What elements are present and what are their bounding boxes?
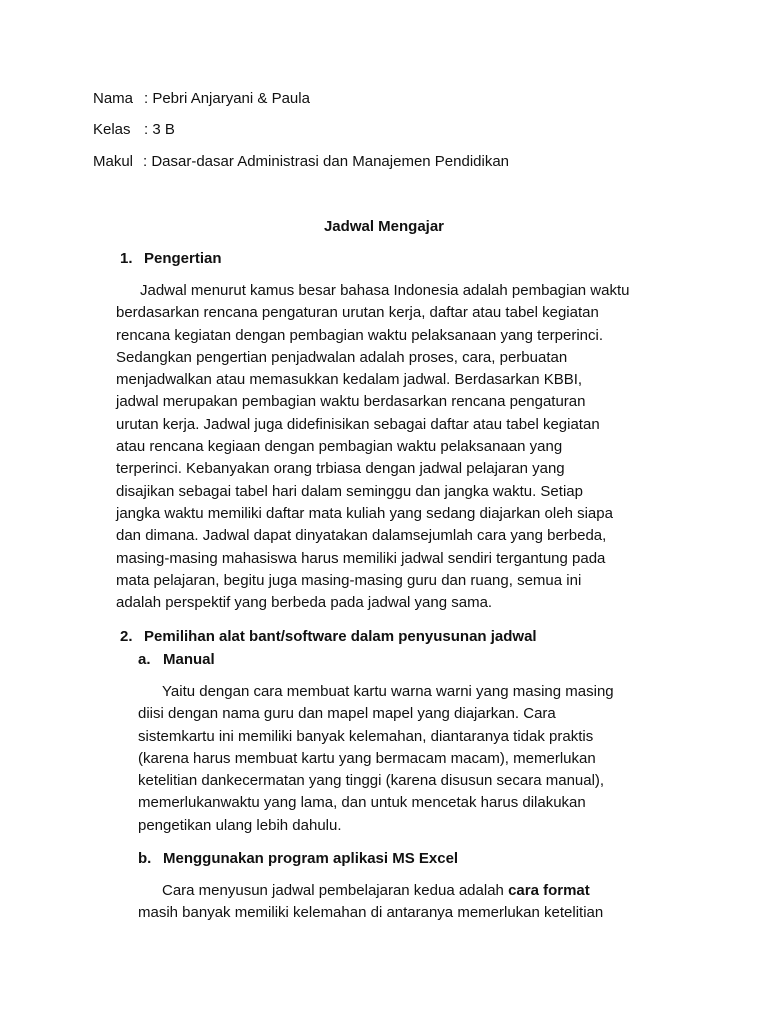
name-value: : Pebri Anjaryani & Paula: [144, 90, 310, 107]
sub-b-paragraph: [138, 880, 603, 925]
sub-b-line1-text: Cara menyusun jadwal pembelajaran kedua adalah: [162, 882, 509, 899]
paragraph-line: mata pelajaran, begitu juga masing-masing guru dan ruang, semua ini: [116, 571, 582, 589]
paragraph-line: ketelitian dankecermatan yang tinggi (karena disusun secara manual),: [138, 772, 605, 790]
paragraph-line: berdasarkan rencana pengaturan urutan kerja, daftar atau tabel kegiatan: [116, 304, 599, 322]
paragraph-line: adalah perspektif yang berbeda pada jadwal yang sama.: [116, 594, 493, 612]
paragraph-line: sistemkartu ini memiliki banyak kelemahan, diantaranya tidak praktis: [138, 727, 594, 745]
section1-heading: [120, 248, 222, 270]
paragraph-line: Jadwal menurut kamus besar bahasa Indonesia adalah pembagian waktu: [140, 282, 630, 299]
paragraph-line: memerlukanwaktu yang lama, dan untuk mencetak harus dilakukan: [138, 794, 586, 812]
paragraph-line: masih banyak memiliki kelemahan di antaranya memerlukan ketelitian: [138, 904, 604, 922]
paragraph-line: menjadwalkan atau memasukkan kedalam jadwal. Berdasarkan KBBI,: [116, 371, 583, 389]
course-value: : Dasar-dasar Administrasi dan Manajemen Pendidikan: [143, 153, 510, 170]
paragraph-line: Yaitu dengan cara membuat kartu warna warni yang masing masing: [162, 683, 614, 700]
paragraph-line: (karena harus membuat kartu yang bermacam macam), memerlukan: [138, 749, 596, 767]
section2-title: Pemilihan alat bant/software dalam penyusunan jadwal: [144, 628, 537, 645]
name-line: [93, 88, 310, 110]
sub-a-paragraph: [138, 681, 614, 837]
class-label: Kelas: [93, 121, 131, 138]
paragraph-line: rencana kegiatan dengan pembagian waktu pelaksanaan yang terperinci.: [116, 326, 604, 344]
sub-b-letter: b.: [138, 850, 152, 867]
section2-number: 2.: [120, 628, 133, 645]
sub-a-heading: [138, 649, 215, 671]
section2-heading: [120, 626, 537, 648]
paragraph-line: Sedangkan pengertian penjadwalan adalah proses, cara, perbuatan: [116, 348, 568, 366]
paragraph-line: dan dimana. Jadwal dapat dinyatakan dalamsejumlah cara yang berbeda,: [116, 527, 607, 545]
paragraph-line: terperinci. Kebanyakan orang trbiasa dengan jadwal pelajaran yang: [116, 460, 565, 478]
paragraph-line: jadwal merupakan pembagian waktu berdasarkan rencana pengaturan: [116, 393, 586, 411]
paragraph-line: [138, 880, 603, 902]
sub-b-title: Menggunakan program aplikasi MS Excel: [163, 850, 459, 867]
paragraph-line: urutan kerja. Jadwal juga didefinisikan sebagai daftar atau tabel kegiatan: [116, 415, 600, 433]
sub-a-title: Manual: [163, 651, 215, 668]
section1-title: Pengertian: [144, 250, 222, 267]
section1-paragraph: [116, 280, 629, 614]
paragraph-line: atau rencana kegiaan dengan pembagian waktu pelaksanaan yang: [116, 438, 563, 456]
section1-number: 1.: [120, 250, 133, 267]
paragraph-line: diisi dengan nama guru dan mapel mapel yang diajarkan. Cara: [138, 705, 556, 723]
class-line: [93, 119, 175, 141]
course-line: [93, 151, 509, 173]
paragraph-line: disajikan sebagai tabel hari dalam seminggu dan jangka waktu. Setiap: [116, 482, 583, 500]
sub-b-line1-bold: cara format: [508, 882, 590, 899]
paragraph-line: pengetikan ulang lebih dahulu.: [138, 816, 342, 834]
paragraph-line: jangka waktu memiliki daftar mata kuliah yang sedang diajarkan oleh siapa: [116, 504, 613, 522]
course-label: Makul: [93, 153, 134, 170]
sub-b-heading: [138, 848, 458, 870]
class-value: : 3 B: [144, 121, 175, 138]
document-title: Jadwal Mengajar: [323, 218, 445, 235]
sub-a-letter: a.: [138, 651, 151, 668]
name-label: Nama: [93, 90, 134, 107]
paragraph-line: masing-masing mahasiswa harus memiliki jadwal sendiri tergantung pada: [116, 549, 606, 567]
